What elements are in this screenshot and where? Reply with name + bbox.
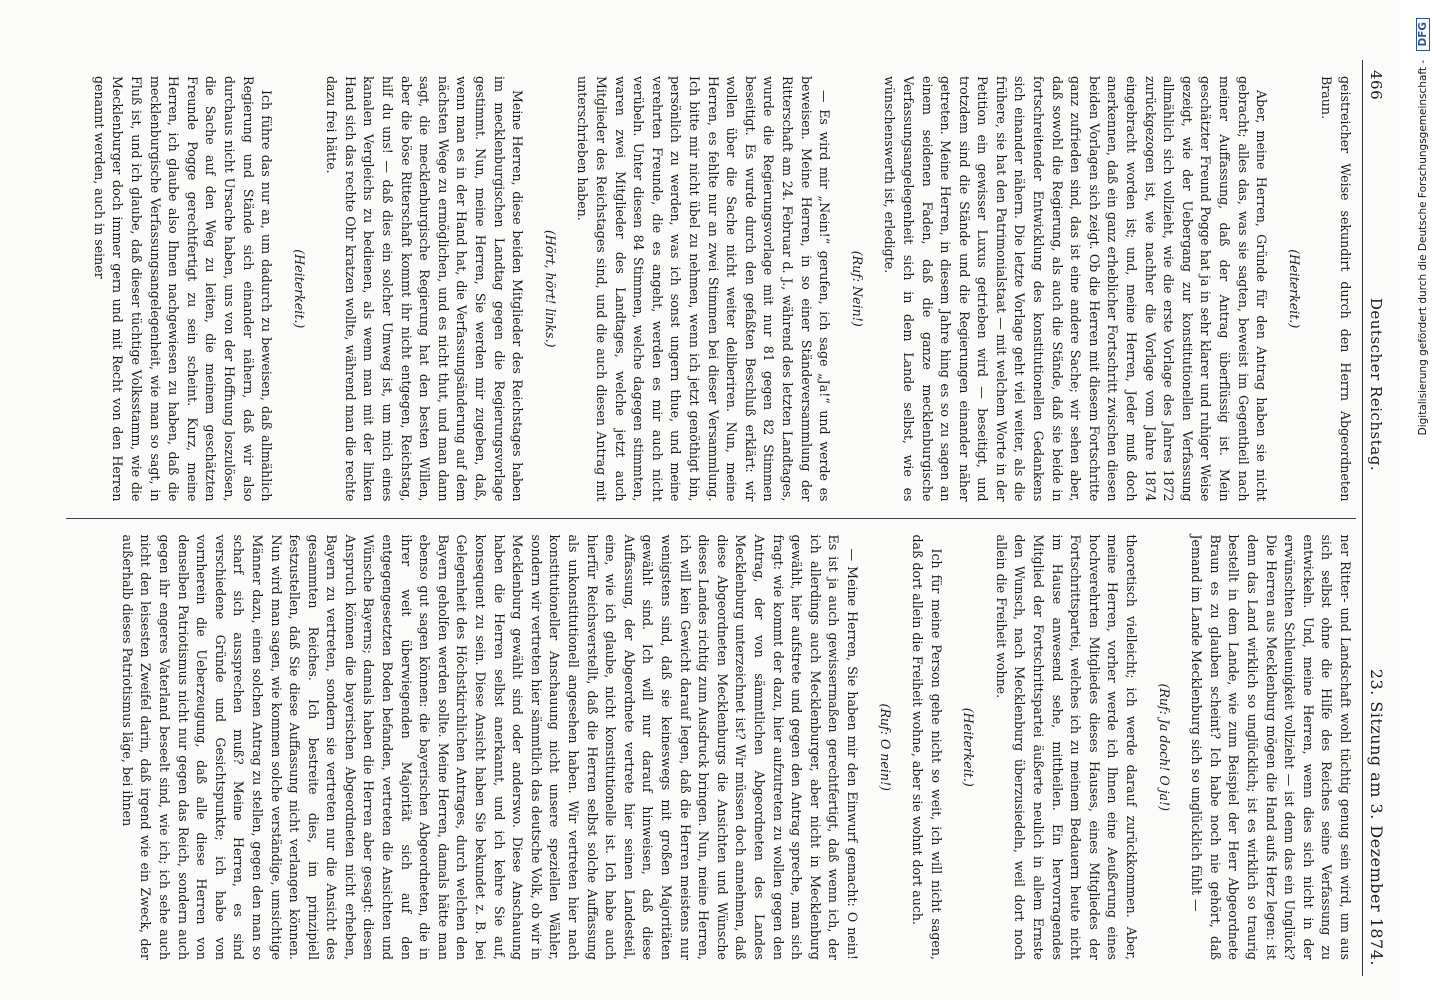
paragraph: Meine Herren, diese beiden Mitglieder des Reichstages haben im mecklenburgischen Landtag gegen die Regierungsvorlage gestimmt. Nun, meine Herren, Sie werden mir zugeben, daß, wenn man es in der Hand hat, die Verfassungsänderung auf dem nächsten Wege zu ermöglichen, und es nicht thut, und man dann sagt, die mecklenburgische Regierung hat den besten Willen, aber die böse Ritterschaft kommt ihr nicht entgegen, Reichstag, hilf du uns! — daß dies ein solcher Umweg ist, um mich eines kanalen Vergleichs zu bedienen, als wenn man mit der linken Hand sich das rechte Ohr kratzen wollte, während man die rechte dazu frei hätte. — [324, 76, 526, 502]
paragraph: Ich führe das nur an, um dadurch zu beweisen, daß allmählich Regierung und Stände sich einander nähern, daß wir also durchaus nicht Ursache haben, uns von der Hoffnung loszulösen, die Sache auf den Weg zu leiten, die meinem geschätzten Freunde Pogge gerechtfertigt zu sein scheint. Kurz, meine Herren, ich glaube also Ihnen nachgewiesen zu haben, daß die mecklenburgische Verfassungsangelegenheit, wie man so sagt, in Fluß ist, und ich glaube, daß dieser tüchtige Volksstamm, wie die Mecklenburger doch immer gern und mit Recht von den Herren genannt werden, auch in seiner — [91, 76, 275, 502]
paragraph: — Meine Herren, Sie haben mir den Einwurf gemacht: O nein! Es ist ja auch gewissermaßen gerechtfertigt, daß wenn ich, der ich allerdings auch Mecklenburger, aber nicht in Mecklenburg gewählt, hier aufstrete und gegen den Antrag spreche, man sich fragt: wie kommt der dazu, hier aufzutreten zu wollen gegen den Antrag, der von sämmtlichen Abgeordneten des Landes Mecklenburg unterzeichnet ist? Wir müssen doch annehmen, daß diese Abgeordneten Mecklenburgs die Ansichten und Wünsche dieses Landes richtig zum Ausdruck bringen. Nun, meine Herren, ich will kein Gewicht darauf legen, daß die Herren meistens nur wenigstens sind, daß sie keineswegs mit großen Majoritäten gewählt sind. Ich will nur darauf hinweisen, daß diese Auffassung, der Abgeordnete vertrete hier seinen Landesteil, eine, wie ich glaube, nicht konstitutionelle ist. Ich habe auch hierfür Reichsverstellt, daß die Herren selbst solche Auffassung als unkonstitutionell angesehen haben. Wir vertreten hier nach konstitutioneller Anschauung nicht unsere speziellen Wähler, sondern wir vertreten hier sämmtlich das deutsche Volk, ob wir in Mecklenburg gewählt sind oder anderswo. Diese Anschauung haben die Herren selbst anerkannt, und ich kehre Sie auf, konsequent zu sein. Diese Ansicht haben Sie bekundet z. B. bei Gelegenheit des Höchstkirchlichen Antrages, durch welchen den Bayern geholfen werden sollte. Meine Herren, damals hätte man ebenso gut sagen können: die bayerischen Abgeordneten, die in ihrer weit überwiegenden Majorität sich auf den entgegengesetzten Boden befanden, vertreten die Ansichten und Wünsche Bayerns; damals haben die Herren aber gesagt: diesen Anspruch können die bayerischen Abgeordneten nicht erheben, Bayern zu vertreten, sondern sie vertreten nur die Ansicht des gesammten Reiches. Ich bestreite dies, im prinzipiell festzustellen, daß Sie diese Auffassung nicht verlangen können. Nun wird man sagen, wie kommen solche verständige, umsichtige Männer dazu, einen solchen Antrag zu stellen, gegen den man so scharf sich aussprechen muß? Meine Herren, es sind verschiedene Gründe und Gesichtspunkte; ich habe von vornherein die Ueberzeugung, daß alle diese Herren von denselben Patriotismus nicht nur gegen das Reich, sondern auch gegen ihr engeres Vaterland beseelt sind, wie ich; ich sehe auch nicht den leisesten Zweifel darin, daß irgend wie ein Zweck, der außerhalb dieses Patriotismus läge, bei ihnen — [119, 534, 860, 960]
digitization-credit — [1416, 18, 1430, 978]
interjection: (Hört, hört! links.) — [542, 229, 558, 348]
paragraph: Ich für meine Person gehe nicht so weit, ich will nicht sagen, daß dort allein die Freiheit wohne, aber sie wohnt dort auch. — [910, 534, 944, 960]
paragraph: theoretisch vielleicht; ich werde darauf zurückkommen. Aber, meine Herren, vorher werde ich Ihnen eine Aeußerung eines hochverehrten Mitgliedes dieses Hauses, eines Mitgliedes der Fortschrittspartei, welches ich zu meinem Bedauern heute nicht im Hause anwesend sehe, mittheilen. Ein hervorragendes Mitglied der Fortschrittspartei äußerte neulich in allem Ernste den Wunsch, nach Mecklenburg überzusiedeln, weil dort noch allein die Freiheit wohne. — [993, 534, 1140, 960]
paragraph: ner Ritter- und Landschaft wohl tüchtig genug sein wird, um aus sich selbst ohne die Hilfe des Reiches seine Verfassung zu entwickeln. Und, meine Herren, wenn dies sich nicht in der erwünschten Schleunigkeit vollzieht — ist denn das ein Unglück? Die Herren aus Mecklenburg mögen die Hand aufs Herz legen: ist denn das Land wirklich so unglücklich; ist es wirklich so traurig bestellt in dem Lande, wie zum Beispiel der Herr Abgeordnete Braun es zu glauben scheint? Ich habe noch nie gehört, daß Jemand im Lande Mecklenburg sich so unglücklich fühlt — — [1189, 534, 1353, 960]
credit-text: Digitalisierung gefördert durch die Deutsche Forschungsgemeinschaft - — [1417, 59, 1429, 436]
interjection: (Heiterkeit.) — [291, 249, 307, 329]
interjection: (Heiterkeit.) — [961, 707, 977, 787]
running-title: Deutscher Reichstag. — [1367, 297, 1385, 472]
interjection: (Ruf: Ja doch! O ja!) — [1156, 683, 1172, 812]
page-header — [1363, 60, 1386, 976]
session-title: 23. Sitzung am 3. Dezember 1874. — [1367, 668, 1386, 966]
text-columns — [66, 60, 1356, 976]
left-column — [66, 60, 1356, 518]
interjection: (Heiterkeit.) — [1286, 249, 1302, 329]
paragraph: Aber, meine Herren, Gründe für den Antrag haben sie nicht gebracht; alles das, was sie sagten, beweist im Gegentheil nach meiner Auffassung, daß der Antrag überflüssig ist. Mein geschätzter Freund Pogge hat ja in sehr klarer und ruhiger Weise gezeigt, wie der Uebergang zur konstitutionellen Verfassung allmählich sich vollzieht, wie die erste Vorlage des Jahres 1872 zurückgezogen ist, wie nachher die Vorlage vom Jahre 1874 eingebracht worden ist; und, meine Herren, Jeder muß doch anerkennen, daß ein ganz erheblicher Fortschritt zwischen diesen beiden Vorlagen sich zeigt. Ob die Herren mit diesem Fortschritte ganz zufrieden sind, das ist eine andere Sache; wir sehen aber, daß sowohl die Regierung, als auch die Stände, daß sie beide in fortschreitender Entwicklung des konstitutionellen Gedankens sich einander nähern. Die letzte Vorlage geht viel weiter, als die frühere, sie hat den Patrimonialstaat — mit welchem Worte in der Petition ein gewisser Luxus getrieben wird — beseitigt, und trotzdem sind die Stände und die Regierungen einander näher getreten. Meine Herren, in diesem Jahre hing es so zu sagen an einem seidenen Faden, daß die ganze mecklenburgische Verfassungsangelegenheit sich in dem Lande selbst, wie es wünschenswerth ist, erledigte. — [882, 76, 1270, 502]
page-number: 466 — [1367, 70, 1385, 101]
right-column — [66, 519, 1356, 977]
interjection: (Ruf: O nein!) — [877, 703, 893, 791]
interjection: (Ruf: Nein!) — [849, 250, 865, 327]
paragraph: — Es wird mir „Nein!“ gerufen, ich sage „Ja!“ und werde es beweisen. Meine Herren, in so einer Ständeversammlung der Ritterschaft am 24. Februar d. J., während des letzten Landtages, wurde die Regierungsvorlage mit nur 81 gegen 82 Stimmen beseitigt. Es wurde durch den gefaßten Beschluß erklärt: wir wollen über die Sache nicht weiter deliberiren. Nun, meine Herren, es fehlte nur an zwei Stimmen bei dieser Versammlung. Ich bitte mir nicht übel zu nehmen, wenn ich jetzt genöthigt bin, persönlich zu werden, was ich sonst ungern thue, und meine verehrten Freunde, die es angeht, werden es mir auch nicht verübeln. Unter diesen 84 Stimmen, welche dagegen stimmten, waren zwei Mitglieder des Landtages, welche jetzt auch Mitglieder des Reichstages sind, und die auch diesen Antrag mit unterschrieben haben. — [575, 76, 833, 502]
dfg-logo: DFG — [1416, 18, 1430, 51]
paragraph: geistreicher Weise sekundirt durch den Herrn Abgeordneten Braun. — [1319, 76, 1353, 502]
header-rule — [1362, 60, 1363, 976]
